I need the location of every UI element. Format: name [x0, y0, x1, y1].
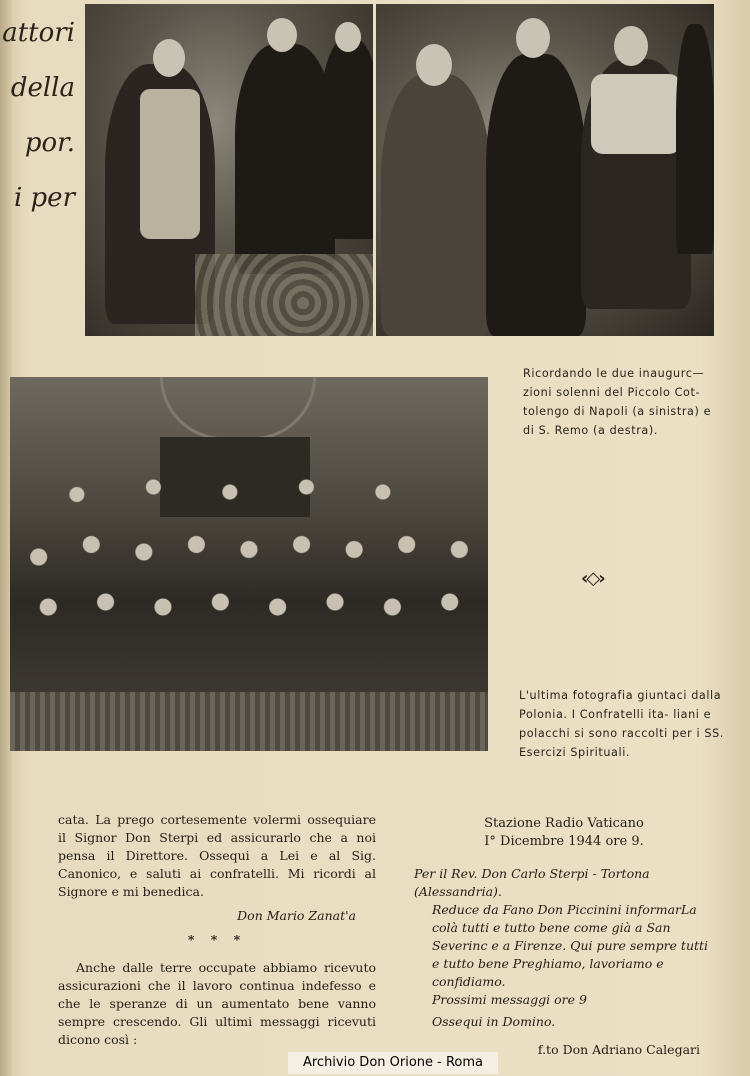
archive-watermark: Archivio Don Orione - Roma [288, 1052, 498, 1074]
message-next: Prossimi messaggi ore 9 [432, 992, 587, 1007]
photo-sanremo-inauguration [376, 4, 714, 336]
radio-station: Stazione Radio Vaticano [484, 816, 644, 831]
radio-message-column [414, 815, 714, 1059]
partial-word: della [10, 73, 75, 103]
partial-text-column [0, 6, 75, 226]
letter-column [58, 811, 376, 1049]
message-body: Reduce da Fano Don Piccinini informarLa colà tutti e tutto bene come già a San Severinc e a Firenze. Qui pure sempre tutti e tutto bene Preghiamo, lavoriamo e confidiamo. [432, 902, 709, 989]
partial-word: attori [2, 18, 75, 48]
caption-inaugurations: Ricordando le due inaugurc— zioni solenni del Piccolo Cot- tolengo di Napoli (a sinistra) e di S. Remo (a destra). [523, 367, 712, 437]
message-greeting: Ossequi in Domino. [432, 1014, 556, 1029]
caption-poland: L'ultima fotografia giuntaci dalla Polonia. I Confratelli ita- liani e polacchi si sono raccolti per i SS. Esercizi Spirituali. [519, 689, 724, 759]
ornament-divider: ‹◇› [581, 568, 604, 589]
partial-word: por. [24, 128, 75, 158]
partial-word: i per [13, 183, 75, 213]
photo-group-poland [10, 377, 488, 751]
message-date: I° Dicembre 1944 ore 9. [484, 834, 644, 849]
photo-napoli-inauguration [85, 4, 373, 336]
letter-paragraph: cata. La prego cortesemente volermi ossequiare il Signor Don Sterpi ed assicurarlo che a noi pensa il Direttore. Ossequi a Lei e al Sig. Canonico, e saluti ai confratelli. Mi ricordi al Signore e mi benedica. [58, 812, 376, 899]
section-separator: * * * [187, 932, 247, 947]
message-addressee: Per il Rev. Don Carlo Sterpi - Tortona (Alessandria). [414, 866, 650, 899]
letter-signature: Don Mario Zanat'a [237, 908, 356, 923]
news-paragraph: Anche dalle terre occupate abbiamo ricevuto assicurazioni che il lavoro continua indefesso e che le speranze di un aumentato bene vanno sempre crescendo. Gli ultimi messaggi ricevuti dicono così : [58, 960, 376, 1047]
message-signed: f.to Don Adriano Calegari [537, 1042, 700, 1057]
